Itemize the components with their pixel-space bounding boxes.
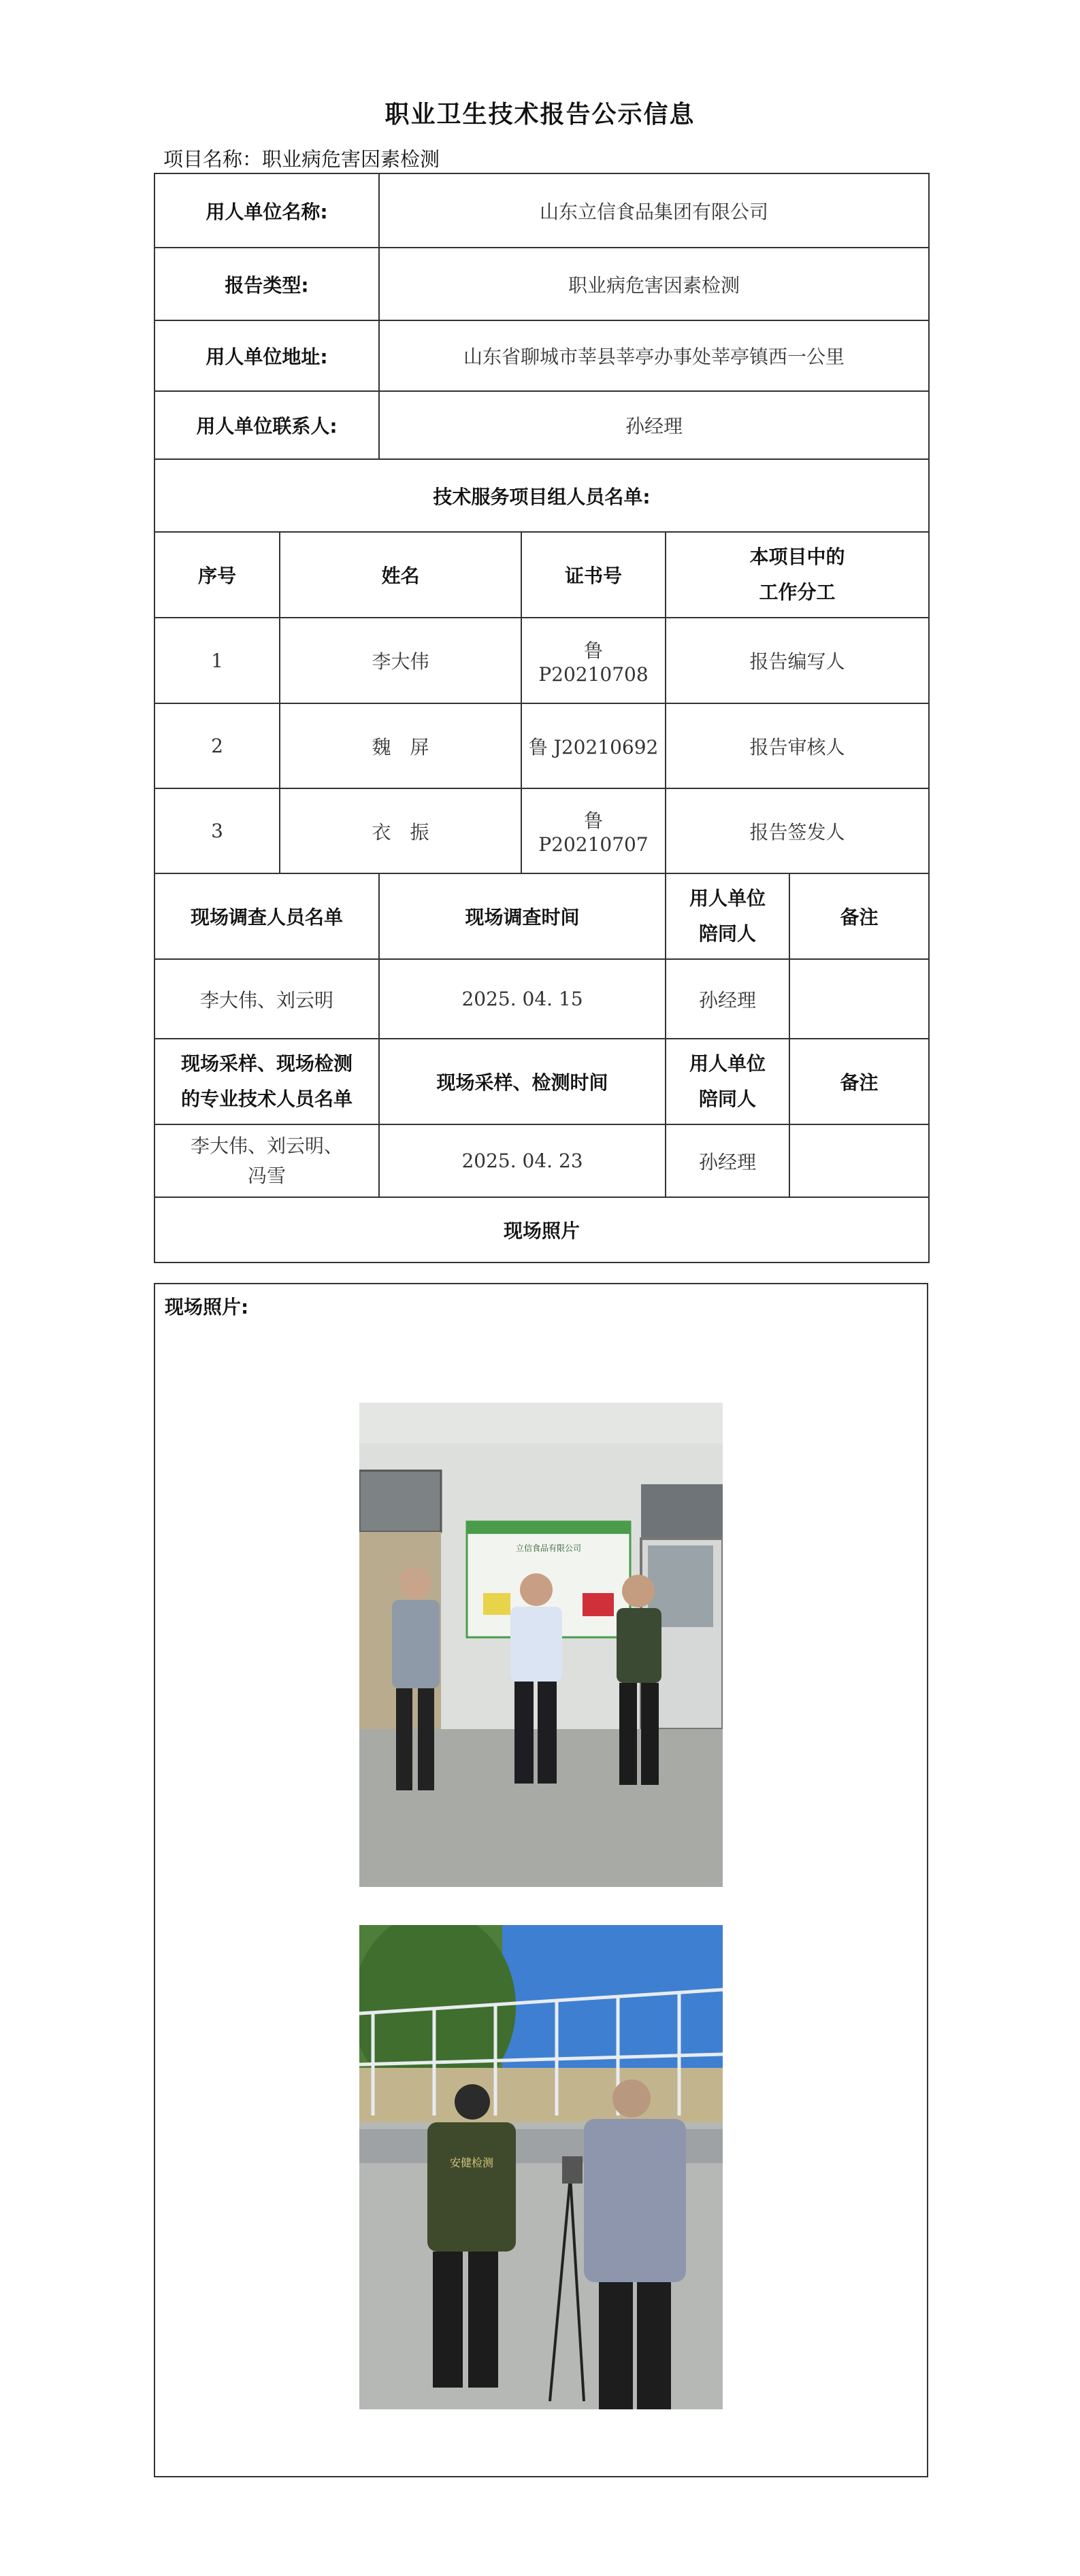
survey-header-staff: 现场调查人员名单	[154, 873, 379, 959]
survey-header-time: 现场调查时间	[379, 873, 666, 959]
sampling-note	[789, 1124, 929, 1197]
site-photo-2-image	[359, 1925, 723, 2409]
sampling-escort: 孙经理	[666, 1124, 789, 1197]
team-row-role: 报告编写人	[666, 618, 929, 703]
sampling-staff-line1: 李大伟、刘云明、	[191, 1134, 344, 1157]
team-header-role-line2: 工作分工	[759, 581, 836, 603]
survey-header-escort	[666, 873, 789, 959]
project-label: 项目名称：	[163, 148, 263, 171]
company-value: 山东立信食品集团有限公司	[379, 173, 929, 248]
team-header-row	[154, 532, 929, 618]
team-header-name: 姓名	[280, 532, 521, 618]
site-photo-2	[359, 1925, 723, 2409]
survey-header-note: 备注	[789, 873, 929, 959]
team-row-name: 衣 振	[280, 788, 521, 873]
address-label: 用人单位地址:	[154, 320, 379, 391]
team-header-role-line1: 本项目中的	[749, 546, 845, 568]
team-row	[154, 618, 929, 703]
survey-staff: 李大伟、刘云明	[154, 959, 379, 1039]
notice-board-title: 立信食品有限公司	[515, 1543, 582, 1553]
info-row-contact	[154, 391, 929, 459]
project-name	[163, 144, 440, 172]
team-section-row	[154, 459, 929, 532]
site-photo-1-image	[359, 1403, 723, 1887]
team-row-no: 1	[154, 618, 280, 703]
sampling-staff-line2: 冯雪	[248, 1164, 287, 1187]
team-row	[154, 788, 929, 873]
survey-header-escort-line2: 陪同人	[699, 922, 757, 945]
team-row-role: 报告签发人	[666, 788, 929, 873]
team-row-no: 3	[154, 788, 280, 873]
sampling-header-escort-line2: 陪同人	[699, 1088, 757, 1110]
team-header-role	[666, 532, 929, 618]
report-info-table	[154, 173, 930, 1263]
sampling-header-staff-line2: 的专业技术人员名单	[181, 1088, 353, 1110]
company-label: 用人单位名称:	[154, 173, 379, 248]
site-photo-label: 现场照片:	[165, 1296, 249, 1318]
info-row-address	[154, 320, 929, 391]
sampling-time: 2025. 04. 23	[379, 1124, 666, 1197]
team-row-no: 2	[154, 703, 280, 788]
team-row-role: 报告审核人	[666, 703, 929, 788]
team-row-cert: 鲁 P20210707	[521, 788, 666, 873]
team-row-name: 李大伟	[280, 618, 521, 703]
survey-header-escort-line1: 用人单位	[689, 887, 766, 909]
photos-row-label: 现场照片	[154, 1197, 929, 1262]
team-row-cert: 鲁 P20210708	[521, 618, 666, 703]
info-row-report-type	[154, 248, 929, 320]
survey-escort: 孙经理	[666, 959, 789, 1039]
team-row	[154, 703, 929, 788]
sampling-header-time: 现场采样、检测时间	[379, 1039, 666, 1124]
report-type-value: 职业病危害因素检测	[379, 248, 929, 320]
team-header-no: 序号	[154, 532, 280, 618]
contact-value: 孙经理	[379, 391, 929, 459]
site-photo-1	[359, 1403, 723, 1887]
photos-row	[154, 1197, 929, 1262]
site-photo-section	[154, 1283, 928, 2477]
sampling-header-staff-line1: 现场采样、现场检测	[181, 1052, 353, 1075]
sampling-header-staff	[154, 1039, 379, 1124]
survey-time: 2025. 04. 15	[379, 959, 666, 1039]
info-row-company	[154, 173, 929, 248]
sampling-header-note: 备注	[789, 1039, 929, 1124]
sampling-staff	[154, 1124, 379, 1197]
team-header-cert: 证书号	[521, 532, 666, 618]
survey-note	[789, 959, 929, 1039]
report-type-label: 报告类型:	[154, 248, 379, 320]
sampling-header-escort-line1: 用人单位	[689, 1052, 766, 1075]
survey-row	[154, 959, 929, 1039]
sampling-row	[154, 1124, 929, 1197]
address-value: 山东省聊城市莘县莘亭办事处莘亭镇西一公里	[379, 320, 929, 391]
project-value: 职业病危害因素检测	[262, 148, 440, 171]
sampling-header-escort	[666, 1039, 789, 1124]
team-section-title: 技术服务项目组人员名单:	[154, 459, 929, 532]
survey-header-row	[154, 873, 929, 959]
contact-label: 用人单位联系人:	[154, 391, 379, 459]
vest-logo: 安健检测	[449, 2156, 494, 2169]
team-row-name: 魏 屏	[280, 703, 521, 788]
team-row-cert: 鲁 J20210692	[521, 703, 666, 788]
sampling-header-row	[154, 1039, 929, 1124]
page-title: 职业卫生技术报告公示信息	[384, 101, 696, 129]
